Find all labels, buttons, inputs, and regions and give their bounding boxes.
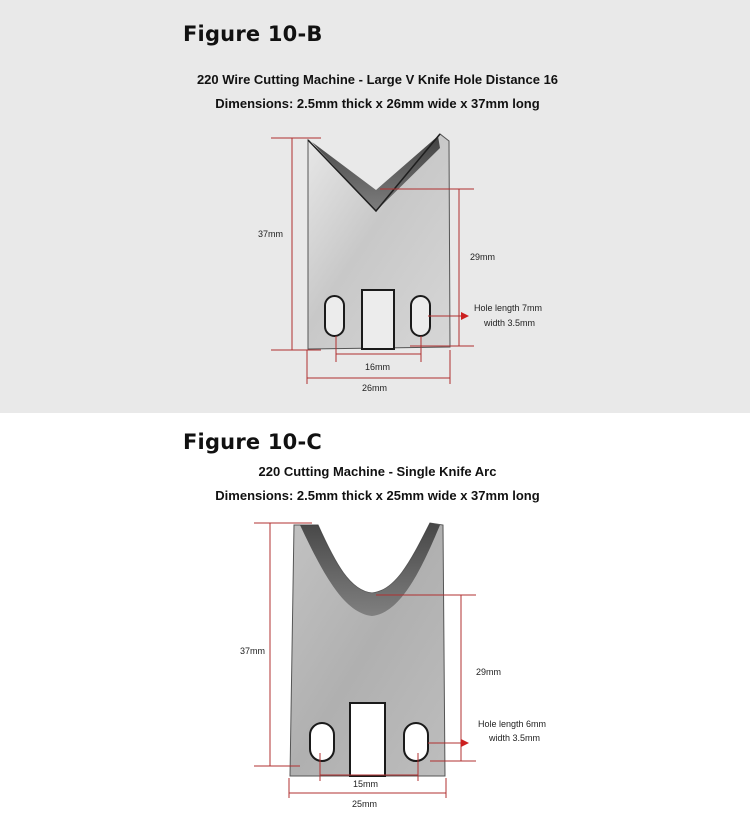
hole-left [325, 296, 344, 336]
hole-left [310, 723, 334, 761]
figure-10c-title: Figure 10-C [183, 430, 322, 454]
figure-10b-drawing [0, 0, 750, 413]
figure-10b-height-label: 37mm [258, 229, 284, 239]
figure-10c-caption-line1: 220 Cutting Machine - Single Knife Arc [258, 464, 497, 479]
figure-10b-caption-line1: 220 Wire Cutting Machine - Large V Knife Hole Distance 16 [196, 72, 559, 87]
figure-10c-panel [0, 413, 750, 829]
hole-right [404, 723, 428, 761]
figure-10c-hole-height-label: 29mm [476, 667, 502, 677]
hole-right [411, 296, 430, 336]
bottom-slot [350, 703, 385, 776]
figure-10b-caption-line2: Dimensions: 2.5mm thick x 26mm wide x 37mm long [215, 96, 540, 111]
figure-10b-width-label: 26mm [362, 383, 388, 393]
figure-10b-panel [0, 0, 750, 413]
figure-10c-caption-line2: Dimensions: 2.5mm thick x 25mm wide x 37mm long [215, 488, 540, 503]
arrow-icon [461, 312, 469, 320]
figure-10c-hole-note-line1: Hole length 6mm [478, 719, 547, 729]
figure-10c-hole-note-line2: width 3.5mm [489, 733, 541, 743]
arrow-icon [461, 739, 469, 747]
figure-10c-height-label: 37mm [240, 646, 266, 656]
figure-10c-drawing [0, 413, 750, 829]
figure-10b-hole-note-line1: Hole length 7mm [474, 303, 543, 313]
figure-10b-hole-distance-label: 16mm [365, 362, 391, 372]
figure-10b-title: Figure 10-B [183, 22, 323, 46]
figure-10b-hole-note-line2: width 3.5mm [484, 318, 536, 328]
figure-10c-width-label: 25mm [352, 799, 378, 809]
figure-10b-hole-height-label: 29mm [470, 252, 496, 262]
figure-10c-hole-distance-label: 15mm [353, 779, 379, 789]
bottom-slot [362, 290, 394, 349]
